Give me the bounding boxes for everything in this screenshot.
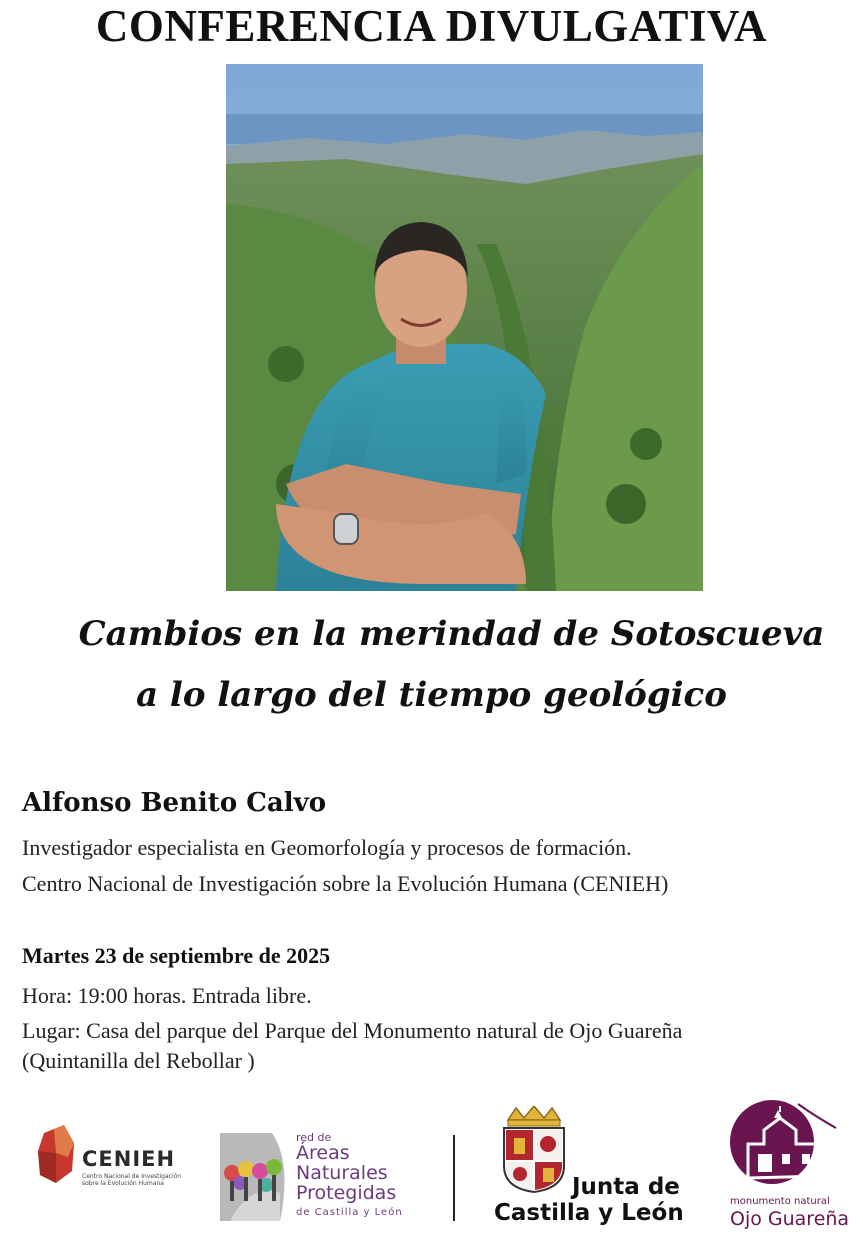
red-line-2: Naturales	[296, 1162, 388, 1184]
talk-title-line-2: a lo largo del tiempo geológico	[136, 675, 727, 715]
speaker-role: Investigador especialista en Geomorfología y procesos de formación.	[22, 835, 632, 860]
event-place-line-2: (Quintanilla del Rebollar )	[22, 1048, 255, 1073]
speaker-institution: Centro Nacional de Investigación sobre la Evolución Humana (CENIEH)	[22, 871, 669, 896]
junta-line-2: Castilla y León	[494, 1200, 684, 1226]
speaker-name: Alfonso Benito Calvo	[22, 788, 327, 818]
ojo-name: Ojo Guareña	[730, 1208, 850, 1230]
cenieh-subtitle-2: sobre la Evolución Humana	[82, 1180, 164, 1187]
red-pre: red de	[296, 1131, 332, 1144]
logo-divider	[453, 1135, 455, 1221]
junta-coat-of-arms	[494, 1106, 574, 1194]
red-line-4: de Castilla y León	[296, 1207, 403, 1218]
ojo-guarena-mark	[728, 1098, 838, 1194]
red-line-1: Áreas	[296, 1142, 350, 1164]
cenieh-name: CENIEH	[82, 1147, 176, 1171]
talk-title-line-1: Cambios en la merindad de Sotoscueva	[78, 614, 825, 654]
red-lines	[296, 1143, 396, 1203]
page-title: CONFERENCIA DIVULGATIVA	[95, 1, 768, 51]
red-areas-naturales-logo	[220, 1133, 420, 1223]
speaker-portrait-image	[226, 64, 703, 591]
junta-castilla-leon-logo	[494, 1106, 694, 1226]
speaker-photo	[226, 64, 703, 591]
event-time: Hora: 19:00 horas. Entrada libre.	[22, 983, 312, 1008]
junta-line-1: Junta de	[572, 1174, 680, 1200]
event-place-line-1: Lugar: Casa del parque del Parque del Monumento natural de Ojo Guareña	[22, 1018, 683, 1043]
cenieh-subtitle	[82, 1173, 181, 1187]
cenieh-subtitle-1: Centro Nacional de Investigación	[82, 1173, 182, 1180]
event-date: Martes 23 de septiembre de 2025	[22, 943, 331, 968]
cenieh-logo	[36, 1123, 196, 1193]
ojo-sub: monumento natural	[730, 1196, 830, 1207]
red-areas-mark	[220, 1133, 292, 1221]
red-line-3: Protegidas	[296, 1182, 397, 1204]
ojo-guarena-logo	[728, 1098, 858, 1234]
